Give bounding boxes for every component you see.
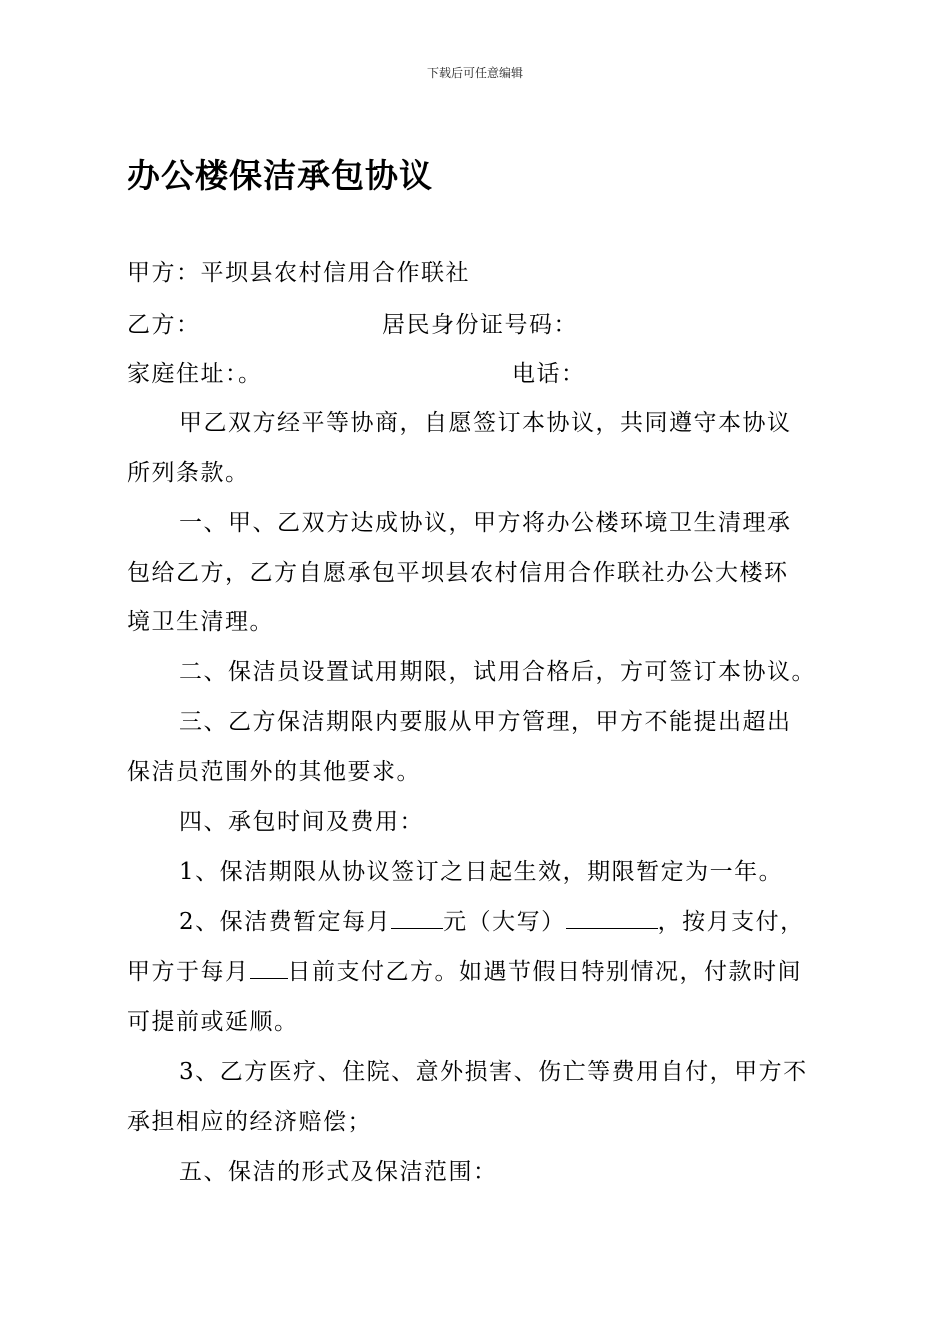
phone-label: 电话：	[512, 361, 586, 387]
address-label: 家庭住址：。	[127, 361, 263, 387]
clause-4-item-2-line-3: 可提前或延顺。	[127, 1009, 299, 1035]
id-number-label: 居民身份证号码：	[382, 312, 578, 338]
clause-4-item-2-line-2	[127, 957, 802, 987]
clause-2: 二、保洁员设置试用期限，试用合格后，方可签订本协议。	[179, 659, 816, 685]
item-2-capital-label: 元（大写）	[443, 909, 566, 935]
intro-paragraph-line-2: 所列条款。	[127, 460, 250, 486]
party-a-line: 甲方：平坝县农村信用合作联社	[127, 260, 470, 286]
clause-1-line-3: 境卫生清理。	[127, 609, 274, 635]
item-2-pay-prefix: 甲方于每月	[127, 959, 250, 985]
document-title: 办公楼保洁承包协议	[127, 156, 433, 195]
clause-4-item-3-line-1: 3、乙方医疗、住院、意外损害、伤亡等费用自付，甲方不	[179, 1059, 808, 1085]
clause-4-item-1: 1、保洁期限从协议签订之日起生效，期限暂定为一年。	[179, 859, 784, 885]
clause-5-heading: 五、保洁的形式及保洁范围：	[179, 1159, 498, 1185]
monthly-fee-blank	[391, 908, 443, 929]
header-note: 下载后可任意编辑	[426, 66, 523, 80]
party-b-line	[127, 310, 827, 340]
clause-4-item-3-line-2: 承担相应的经济赔偿；	[127, 1109, 372, 1135]
clause-3-line-1: 三、乙方保洁期限内要服从甲方管理，甲方不能提出超出	[179, 709, 792, 735]
party-b-label: 乙方：	[127, 312, 201, 338]
item-2-suffix: ，按月支付，	[657, 909, 805, 935]
pay-day-blank	[250, 958, 288, 979]
clause-3-line-2: 保洁员范围外的其他要求。	[127, 759, 421, 785]
clause-4-heading: 四、承包时间及费用：	[179, 809, 424, 835]
item-2-pay-suffix: 日前支付乙方。如遇节假日特别情况，付款时间	[287, 959, 802, 985]
item-2-prefix: 2、保洁费暂定每月	[179, 909, 392, 935]
intro-paragraph-line-1: 甲乙双方经平等协商，自愿签订本协议，共同遵守本协议	[179, 410, 792, 436]
clause-1-line-2: 包给乙方，乙方自愿承包平坝县农村信用合作联社办公大楼环	[127, 560, 789, 586]
capital-amount-blank	[566, 908, 658, 929]
clause-4-item-2-line-1	[179, 907, 805, 937]
clause-1-line-1: 一、甲、乙双方达成协议，甲方将办公楼环境卫生清理承	[179, 510, 792, 536]
address-line	[127, 359, 827, 389]
